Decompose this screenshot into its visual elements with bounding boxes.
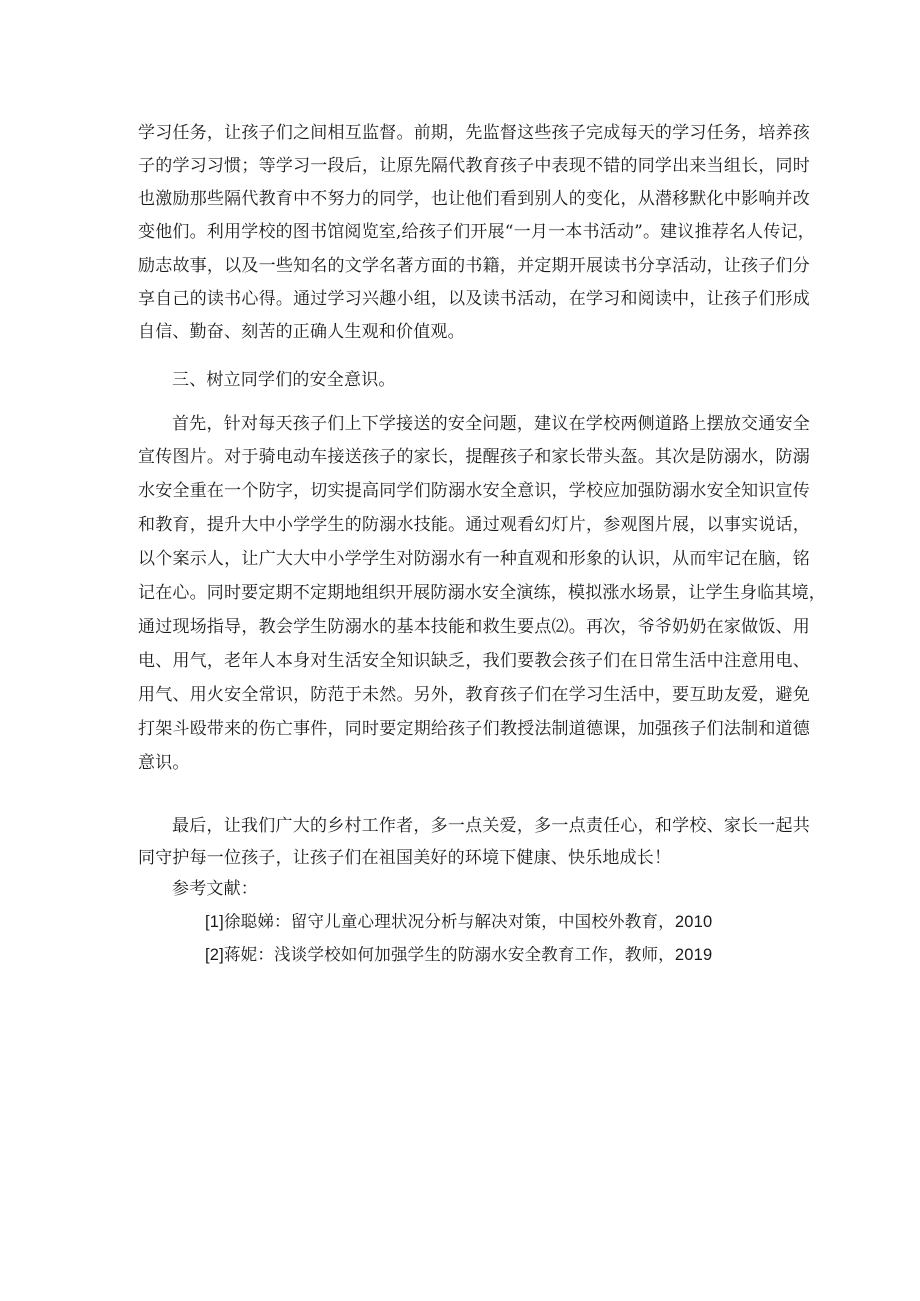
section-heading: 三、树立同学们的安全意识。 <box>172 370 396 390</box>
paragraph-line: 电、用气，老年人本身对生活安全知识缺乏，我们要教会孩子们在日常生活中注意用电、 <box>138 651 810 671</box>
references-heading: 参考文献： <box>172 879 258 899</box>
paragraph-line: 记在心。同时要定期不定期地组织开展防溺水安全演练，模拟涨水场景，让学生身临其境， <box>138 583 826 603</box>
reference-item: [1]徐聪娣：留守儿童心理状况分析与解决对策，中国校外教育，2010 <box>205 913 713 931</box>
paragraph-line: 享自己的读书心得。通过学习兴趣小组，以及读书活动，在学习和阅读中，让孩子们形成 <box>138 289 810 309</box>
paragraph-line: 变他们。利用学校的图书馆阅览室,给孩子们开展“一月一本书活动”。建议推荐名人传记， <box>138 222 815 242</box>
paragraph-line: 通过现场指导，教会学生防溺水的基本技能和救生要点⑵。再次，爷爷奶奶在家做饭、用 <box>138 617 810 637</box>
paragraph-line: 水安全重在一个防字，切实提高同学们防溺水安全意识，学校应加强防溺水安全知识宣传 <box>138 481 810 501</box>
paragraph-line: 最后，让我们广大的乡村工作者，多一点关爱，多一点责任心，和学校、家长一起共 <box>172 816 810 836</box>
paragraph-line: 也激励那些隔代教育中不努力的同学，也让他们看到别人的变化，从潜移默化中影响并改 <box>138 189 810 209</box>
paragraph-line: 同守护每一位孩子，让孩子们在祖国美好的环境下健康、快乐地成长！ <box>138 848 672 868</box>
paragraph-line: 以个案示人，让广大大中小学学生对防溺水有一种直观和形象的认识，从而牢记在脑，铭 <box>138 549 810 569</box>
paragraph-line: 自信、勤奋、刻苦的正确人生观和价值观。 <box>138 322 465 342</box>
paragraph-line: 首先，针对每天孩子们上下学接送的安全问题，建议在学校两侧道路上摆放交通安全 <box>172 414 810 434</box>
paragraph-line: 励志故事，以及一些知名的文学名著方面的书籍，并定期开展读书分享活动，让孩子们分 <box>138 256 810 276</box>
paragraph-line: 打架斗殴带来的伤亡事件，同时要定期给孩子们教授法制道德课，加强孩子们法制和道德 <box>138 719 810 739</box>
paragraph-line: 宣传图片。对于骑电动车接送孩子的家长，提醒孩子和家长带头盔。其次是防溺水，防溺 <box>138 447 810 467</box>
paragraph-line: 学习任务，让孩子们之间相互监督。前期，先监督这些孩子完成每天的学习任务，培养孩 <box>138 123 810 143</box>
paragraph-line: 用气、用火安全常识，防范于未然。另外，教育孩子们在学习生活中，要互助友爱，避免 <box>138 685 810 705</box>
paragraph-line: 子的学习习惯；等学习一段后，让原先隔代教育孩子中表现不错的同学出来当组长，同时 <box>138 156 810 176</box>
paragraph-line: 意识。 <box>138 753 190 773</box>
paragraph-line: 和教育，提升大中小学学生的防溺水技能。通过观看幻灯片，参观图片展，以事实说话， <box>138 515 810 535</box>
reference-item: [2]蒋妮：浅谈学校如何加强学生的防溺水安全教育工作，教师，2019 <box>205 946 713 964</box>
